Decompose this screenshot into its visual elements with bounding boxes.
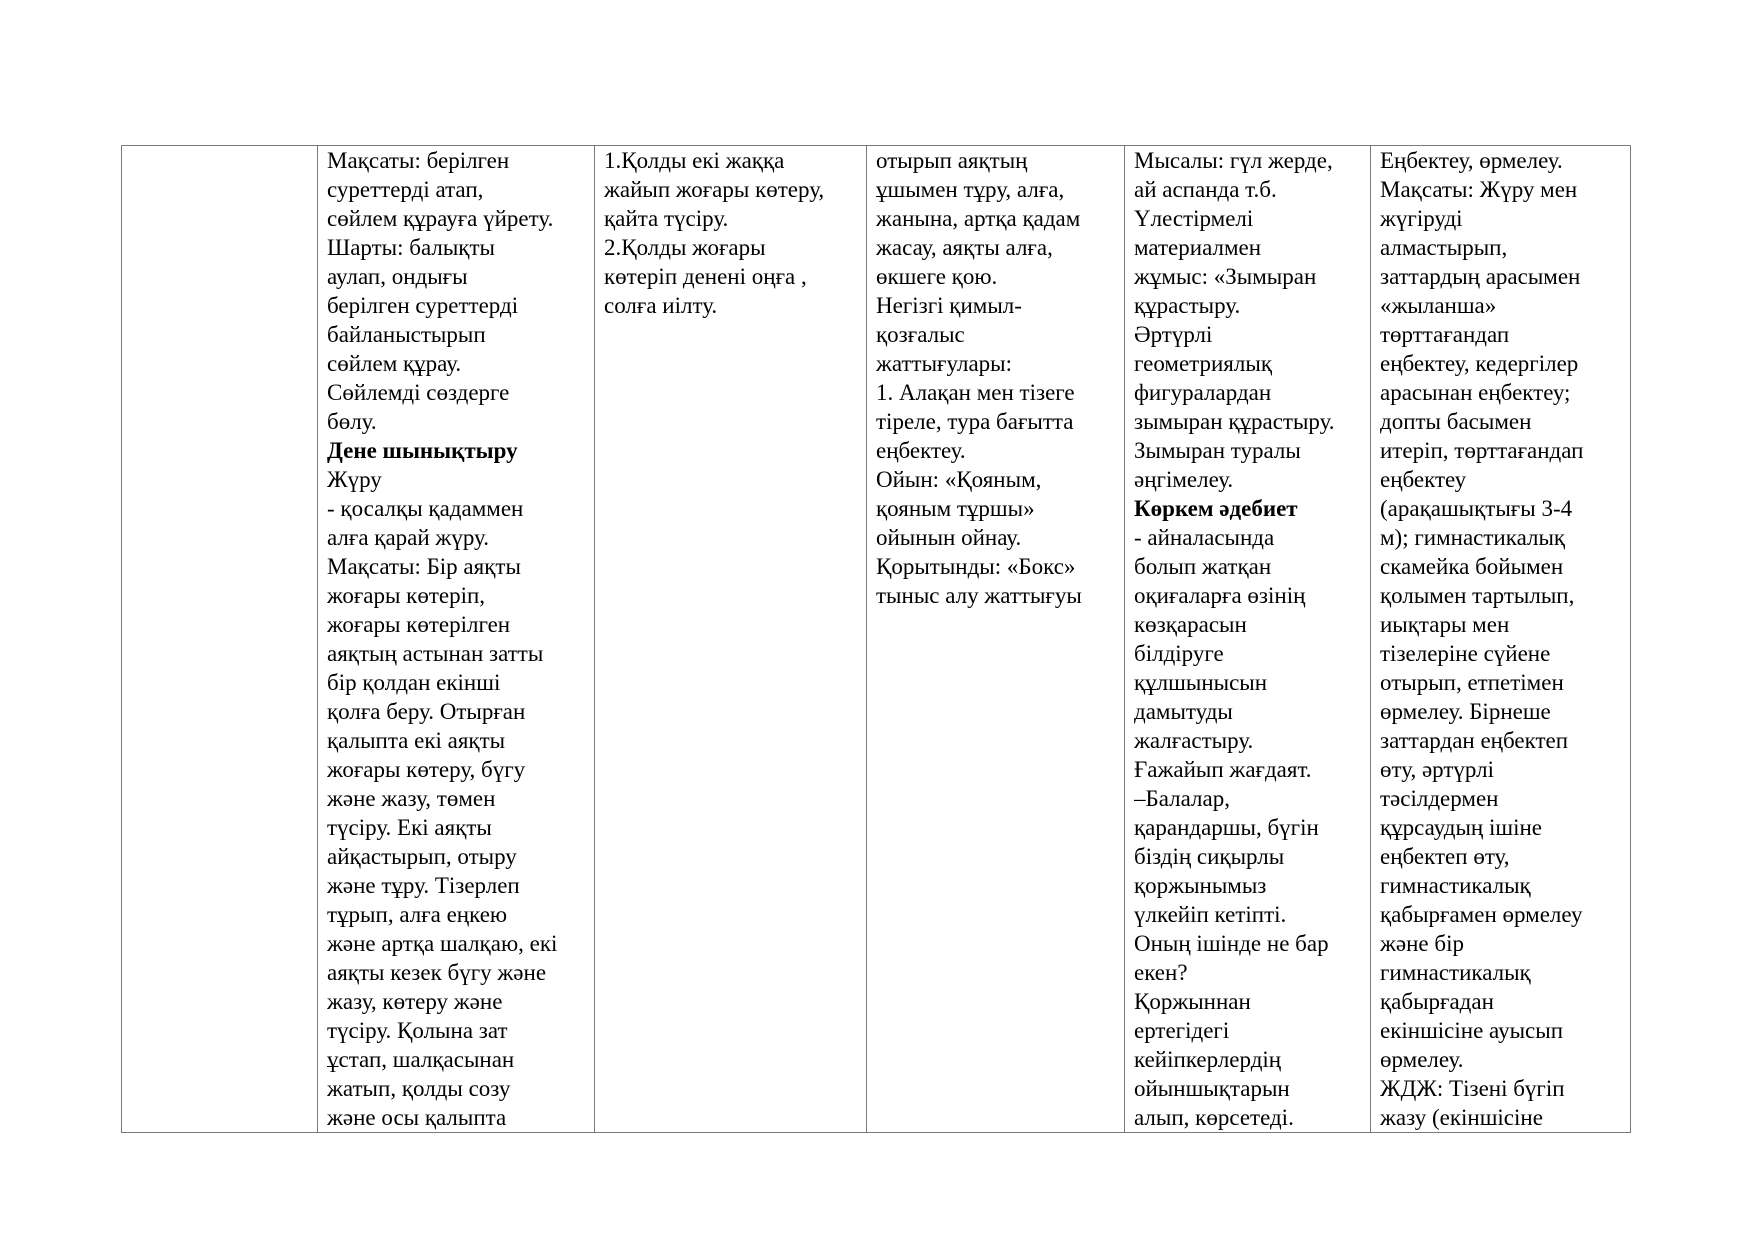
text-line: қолға беру. Отырған [327, 699, 526, 724]
table-cell-col-2 [318, 146, 595, 1133]
text-line: қалыпта екі аяқты [327, 728, 506, 753]
text-line: иықтары мен [1380, 612, 1510, 637]
text-line: түсіру. Қолына зат [327, 1018, 508, 1043]
text-line: қоржынымыз [1134, 873, 1267, 898]
text-line: көзқарасын [1134, 612, 1247, 637]
table-row [122, 146, 1631, 1133]
text-line: Негізгі қимыл- [876, 293, 1022, 318]
text-line: екіншісіне ауысып [1380, 1018, 1564, 1043]
text-line: 1.Қолды екі жаққа [604, 148, 785, 173]
text-line: ойынын ойнау. [876, 525, 1022, 550]
text-line: отырып, етпетімен [1380, 670, 1564, 695]
text-line: Мысалы: гүл жерде, [1134, 148, 1333, 173]
text-line: құрастыру. [1134, 293, 1241, 318]
text-line: тыныс алу жаттығуы [876, 583, 1082, 608]
text-line: фигуралардан [1134, 380, 1272, 405]
text-line: қабырғамен өрмелеу [1380, 902, 1583, 927]
text-line: Мақсаты: Жүру мен [1380, 177, 1578, 202]
text-line: аулап, ондығы [327, 264, 468, 289]
text-line: және бір [1380, 931, 1464, 956]
text-line: біздің сиқырлы [1134, 844, 1285, 869]
text-line: допты басымен [1380, 409, 1532, 434]
text-line: аяқты кезек бүгу және [327, 960, 547, 985]
text-line: м); гимнастикалық [1380, 525, 1566, 550]
table-cell-col-4 [867, 146, 1125, 1133]
text-line: –Балалар, [1134, 786, 1230, 811]
text-line: еңбектеу. [876, 438, 966, 463]
text-line: тіреле, тура бағытта [876, 409, 1074, 434]
text-line: көтеріп денені оңға , [604, 264, 807, 289]
text-line: білдіруге [1134, 641, 1224, 666]
text-line: болып жатқан [1134, 554, 1272, 579]
text-line: еңбектеу, кедергілер [1380, 351, 1579, 376]
text-line: еңбектеу [1380, 467, 1467, 492]
text-line: 1. Алақан мен тізеге [876, 380, 1075, 405]
text-line: жатып, қолды созу [327, 1076, 511, 1101]
text-line: қозғалыс [876, 322, 965, 347]
text-line: айқастырып, отыру [327, 844, 517, 869]
text-line: итеріп, төрттағандап [1380, 438, 1584, 463]
text-line: зымыран құрастыру. [1134, 409, 1335, 434]
text-line: жоғары көтеру, бүгу [327, 757, 526, 782]
text-line: отырып аяқтың [876, 148, 1028, 173]
text-line: жүгіруді [1380, 206, 1463, 231]
text-line: Әртүрлі [1134, 322, 1213, 347]
text-line: құрсаудың ішіне [1380, 815, 1542, 840]
text-line: екен? [1134, 960, 1188, 985]
text-line: тұрып, алға еңкею [327, 902, 508, 927]
text-line: ертегідегі [1134, 1018, 1230, 1043]
text-line: еңбектеп өту, [1380, 844, 1510, 869]
text-line: кейіпкерлердің [1134, 1047, 1282, 1072]
text-line: үлкейіп кетіпті. [1134, 902, 1287, 927]
section-heading: Көркем әдебиет [1134, 496, 1298, 521]
text-line: аяқтың астынан затты [327, 641, 544, 666]
text-line: құлшынысын [1134, 670, 1268, 695]
text-line: - айналасында [1134, 525, 1275, 550]
text-line: солға иілту. [604, 293, 718, 318]
text-line: заттардан еңбектеп [1380, 728, 1569, 753]
text-line: ЖДЖ: Тізені бүгіп [1380, 1076, 1565, 1101]
text-line: (арақашықтығы 3-4 [1380, 496, 1573, 521]
text-line: қайта түсіру. [604, 206, 729, 231]
text-line: материалмен [1134, 235, 1262, 260]
text-line: Қорытынды: «Бокс» [876, 554, 1076, 579]
text-line: жалғастыру. [1134, 728, 1254, 753]
table-cell-empty [122, 146, 318, 1133]
text-line: заттардың арасымен [1380, 264, 1581, 289]
text-line: сөйлем құрауға үйрету. [327, 206, 554, 231]
text-line: Ғажайып жағдаят. [1134, 757, 1312, 782]
text-line: Оның ішінде не бар [1134, 931, 1329, 956]
text-line: ұшымен тұру, алға, [876, 177, 1065, 202]
text-line: арасынан еңбектеу; [1380, 380, 1571, 405]
section-heading: Дене шынықтыру [327, 438, 518, 463]
text-line: Сөйлемді сөздерге [327, 380, 510, 405]
text-line: тізелеріне сүйене [1380, 641, 1551, 666]
text-line: қарандаршы, бүгін [1134, 815, 1319, 840]
text-line: бөлу. [327, 409, 377, 434]
text-line: Қоржыннан [1134, 989, 1251, 1014]
text-line: тәсілдермен [1380, 786, 1499, 811]
text-line: Шарты: балықты [327, 235, 495, 260]
text-line: ай аспанда т.б. [1134, 177, 1277, 202]
text-line: және артқа шалқаю, екі [327, 931, 558, 956]
table-cell-col-5 [1125, 146, 1371, 1133]
text-line: Мақсаты: Бір аяқты [327, 554, 521, 579]
plan-table [121, 145, 1631, 1133]
text-line: жасау, аяқты алға, [876, 235, 1053, 260]
text-line: Үлестірмелі [1134, 206, 1254, 231]
text-line: және осы қалыпта [327, 1105, 507, 1130]
text-line: түсіру. Екі аяқты [327, 815, 492, 840]
text-line: ұстап, шалқасынан [327, 1047, 515, 1072]
text-line: байланыстырып [327, 322, 486, 347]
text-line: бір қолдан екінші [327, 670, 501, 695]
text-line: алып, көрсетеді. [1134, 1105, 1294, 1130]
text-line: өрмелеу. Бірнеше [1380, 699, 1551, 724]
text-line: қабырғадан [1380, 989, 1494, 1014]
text-line: өрмелеу. [1380, 1047, 1464, 1072]
text-line: қояным тұршы» [876, 496, 1035, 521]
text-line: төрттағандап [1380, 322, 1510, 347]
text-line: дамытуды [1134, 699, 1233, 724]
text-line: Еңбектеу, өрмелеу. [1380, 148, 1563, 173]
text-line: Жүру [327, 467, 382, 492]
text-line: Зымыран туралы [1134, 438, 1301, 463]
table-cell-col-6 [1371, 146, 1631, 1133]
text-line: жайып жоғары көтеру, [604, 177, 825, 202]
text-line: және жазу, төмен [327, 786, 496, 811]
text-line: алмастырып, [1380, 235, 1508, 260]
table-cell-col-3 [595, 146, 867, 1133]
text-line: скамейка бойымен [1380, 554, 1564, 579]
text-line: гимнастикалық [1380, 873, 1531, 898]
text-line: сөйлем құрау. [327, 351, 462, 376]
text-line: қолымен тартылып, [1380, 583, 1575, 608]
text-line: жұмыс: «Зымыран [1134, 264, 1317, 289]
text-line: жоғары көтеріп, [327, 583, 486, 608]
text-line: геометриялық [1134, 351, 1272, 376]
text-line: Мақсаты: берілген [327, 148, 510, 173]
text-line: гимнастикалық [1380, 960, 1531, 985]
text-line: жазу, көтеру және [327, 989, 503, 1014]
text-line: 2.Қолды жоғары [604, 235, 766, 260]
text-line: өту, әртүрлі [1380, 757, 1494, 782]
text-line: жоғары көтерілген [327, 612, 511, 637]
text-line: және тұру. Тізерлеп [327, 873, 520, 898]
text-line: жанына, артқа қадам [876, 206, 1081, 231]
text-line: оқиғаларға өзінің [1134, 583, 1306, 608]
text-line: - қосалқы қадаммен [327, 496, 524, 521]
text-line: берілген суреттерді [327, 293, 519, 318]
text-line: Ойын: «Қояным, [876, 467, 1042, 492]
text-line: әңгімелеу. [1134, 467, 1234, 492]
text-line: өкшеге қою. [876, 264, 998, 289]
text-line: суреттерді атап, [327, 177, 484, 202]
text-line: «жыланша» [1380, 293, 1497, 318]
text-line: жазу (екіншісіне [1380, 1105, 1543, 1130]
text-line: жаттығулары: [876, 351, 1013, 376]
text-line: алға қарай жүру. [327, 525, 489, 550]
text-line: ойыншықтарын [1134, 1076, 1290, 1101]
